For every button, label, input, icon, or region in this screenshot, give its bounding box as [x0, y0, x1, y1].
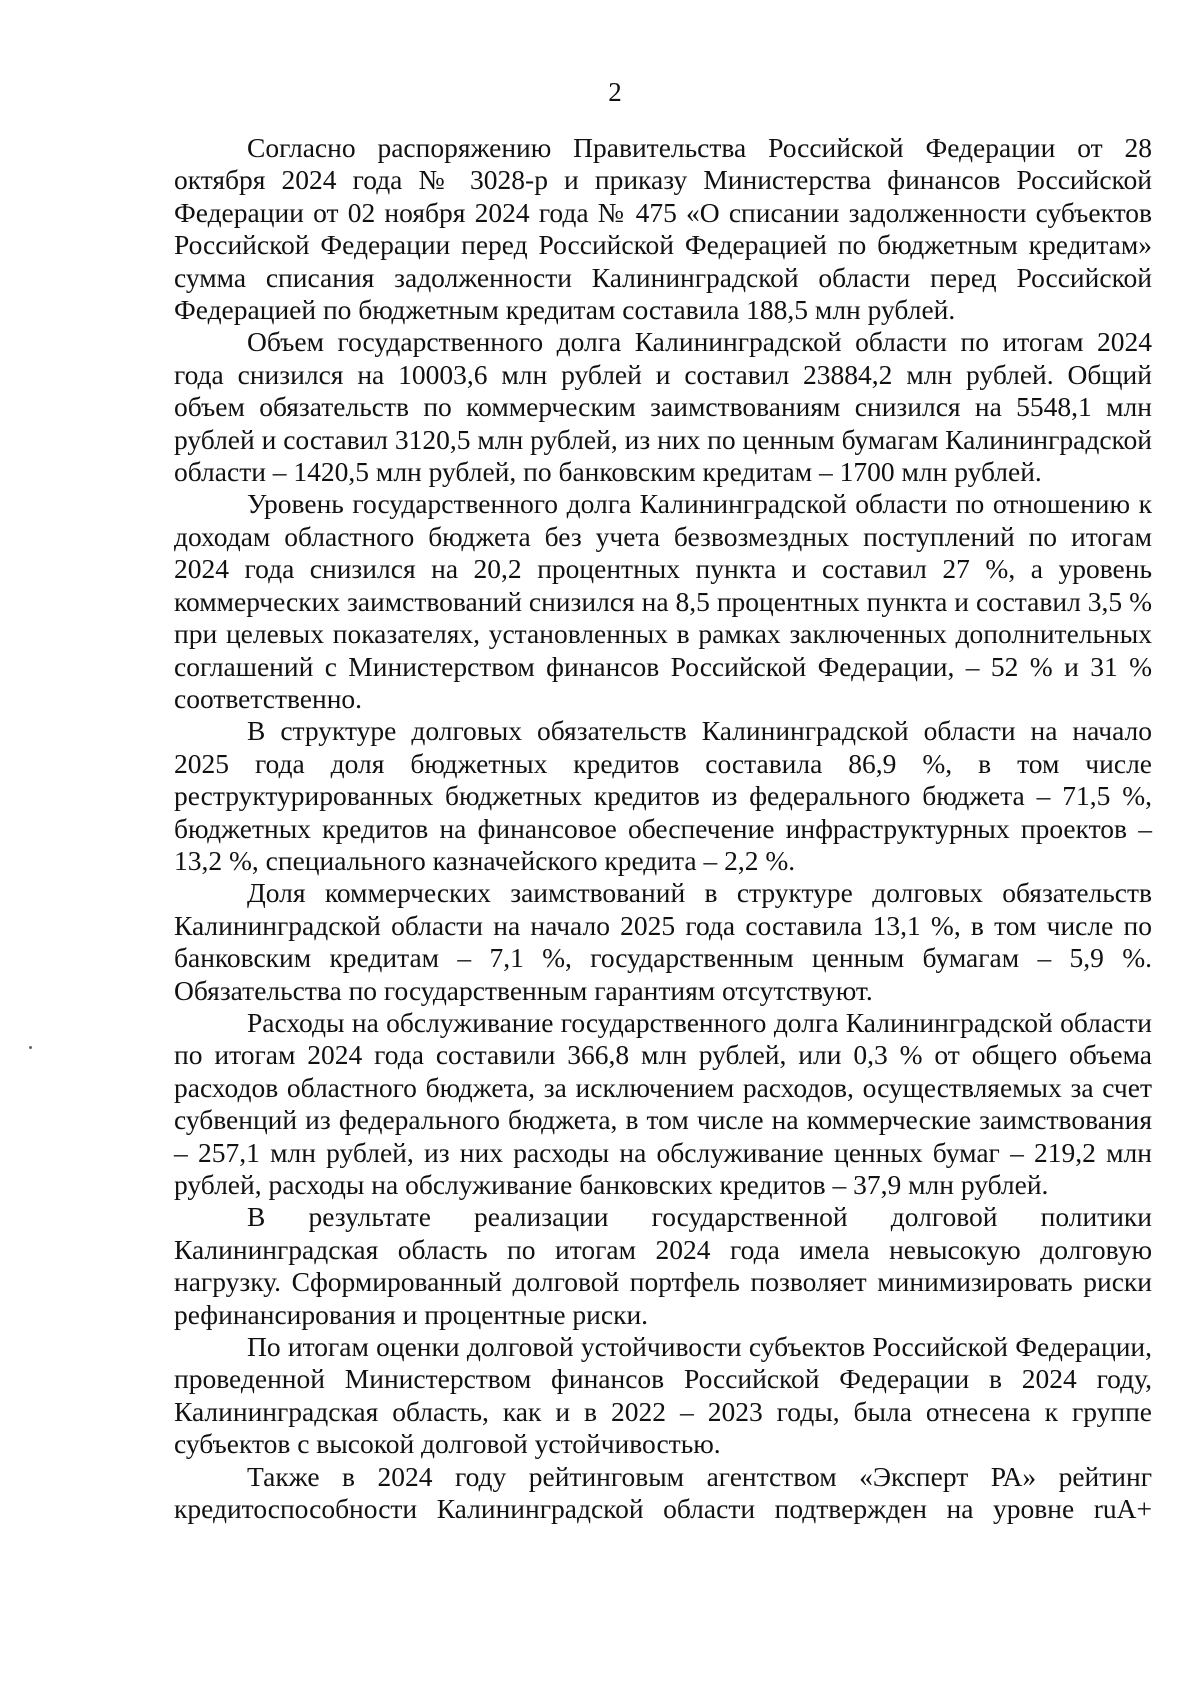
document-body — [174, 132, 1152, 1525]
paragraph-commercial-borrowings: Доля коммерческих заимствований в структуре долговых обязательств Калининградской области на начало 2025 года составила 13,1 %, в том числе по банковским кредитам – 7,1 %, государственным ценным бумагам – 5,9 %. Обязательства по государственным гарантиям отсутствуют. — [174, 877, 1152, 1006]
paragraph-debt-level: Уровень государственного долга Калининградской области по отношению к доходам областного бюджета без учета безвозмездных поступлений по итогам 2024 года снизился на 20,2 процентных пункта и составил 27 %, а уровень коммерческих заимствований снизился на 8,5 процентных пункта и составил 3,5 % при целевых показателях, установленных в рамках заключенных дополнительных соглашений с Министерством финансов Российской Федерации, – 52 % и 31 % соответственно. — [174, 488, 1152, 714]
margin-speck — [29, 1046, 32, 1049]
page-number: 2 — [608, 77, 622, 107]
paragraph-debt-service-costs: Расходы на обслуживание государственного долга Калининградской области по итогам 2024 года составили 366,8 млн рублей, или 0,3 % от общего объема расходов областного бюджета, за исключением расходов, осуществляемых за счет субвенций из федерального бюджета, в том числе на коммерческие заимствования – 257,1 млн рублей, из них расходы на обслуживание ценных бумаг – 219,2 млн рублей, расходы на обслуживание банковских кредитов – 37,9 млн рублей. — [174, 1006, 1152, 1200]
paragraph-debt-volume: Объем государственного долга Калининградской области по итогам 2024 года снизился на 10003,6 млн рублей и составил 23884,2 млн рублей. Общий объем обязательств по коммерческим заимствованиям снизился на 5548,1 млн рублей и составил 3120,5 млн рублей, из них по ценным бумагам Калининградской области – 1420,5 млн рублей, по банковским кредитам – 1700 млн рублей. — [174, 326, 1152, 488]
paragraph-debt-structure: В структуре долговых обязательств Калининградской области на начало 2025 года доля бюджетных кредитов составила 86,9 %, в том числе реструктурированных бюджетных кредитов из федерального бюджета – 71,5 %, бюджетных кредитов на финансовое обеспечение инфраструктурных проектов – 13,2 %, специального казначейского кредита – 2,2 %. — [174, 715, 1152, 876]
paragraph-debt-sustainability: По итогам оценки долговой устойчивости субъектов Российской Федерации, проведенной Министерством финансов Российской Федерации в 2024 году, Калининградская область, как и в 2022 – 2023 годы, была отнесена к группе субъектов с высокой долговой устойчивостью. — [174, 1331, 1152, 1460]
paragraph-debt-write-off: Согласно распоряжению Правительства Российской Федерации от 28 октября 2024 года № 3028-р и приказу Министерства финансов Российской Федерации от 02 ноября 2024 года № 475 «О списании задолженности субъектов Российской Федерации перед Российской Федерацией по бюджетным кредитам» сумма списания задолженности Калининградской области перед Российской Федерацией по бюджетным кредитам составила 188,5 млн рублей. — [174, 132, 1152, 326]
paragraph-debt-policy-result: В результате реализации государственной долговой политики Калининградская область по итогам 2024 года имела невысокую долговую нагрузку. Сформированный долговой портфель позволяет минимизировать риски рефинансирования и процентные риски. — [174, 1201, 1152, 1330]
paragraph-credit-rating: Также в 2024 году рейтинговым агентством «Эксперт РА» рейтинг кредитоспособности Калининградской области подтвержден на уровне ruA+ — [174, 1460, 1152, 1525]
